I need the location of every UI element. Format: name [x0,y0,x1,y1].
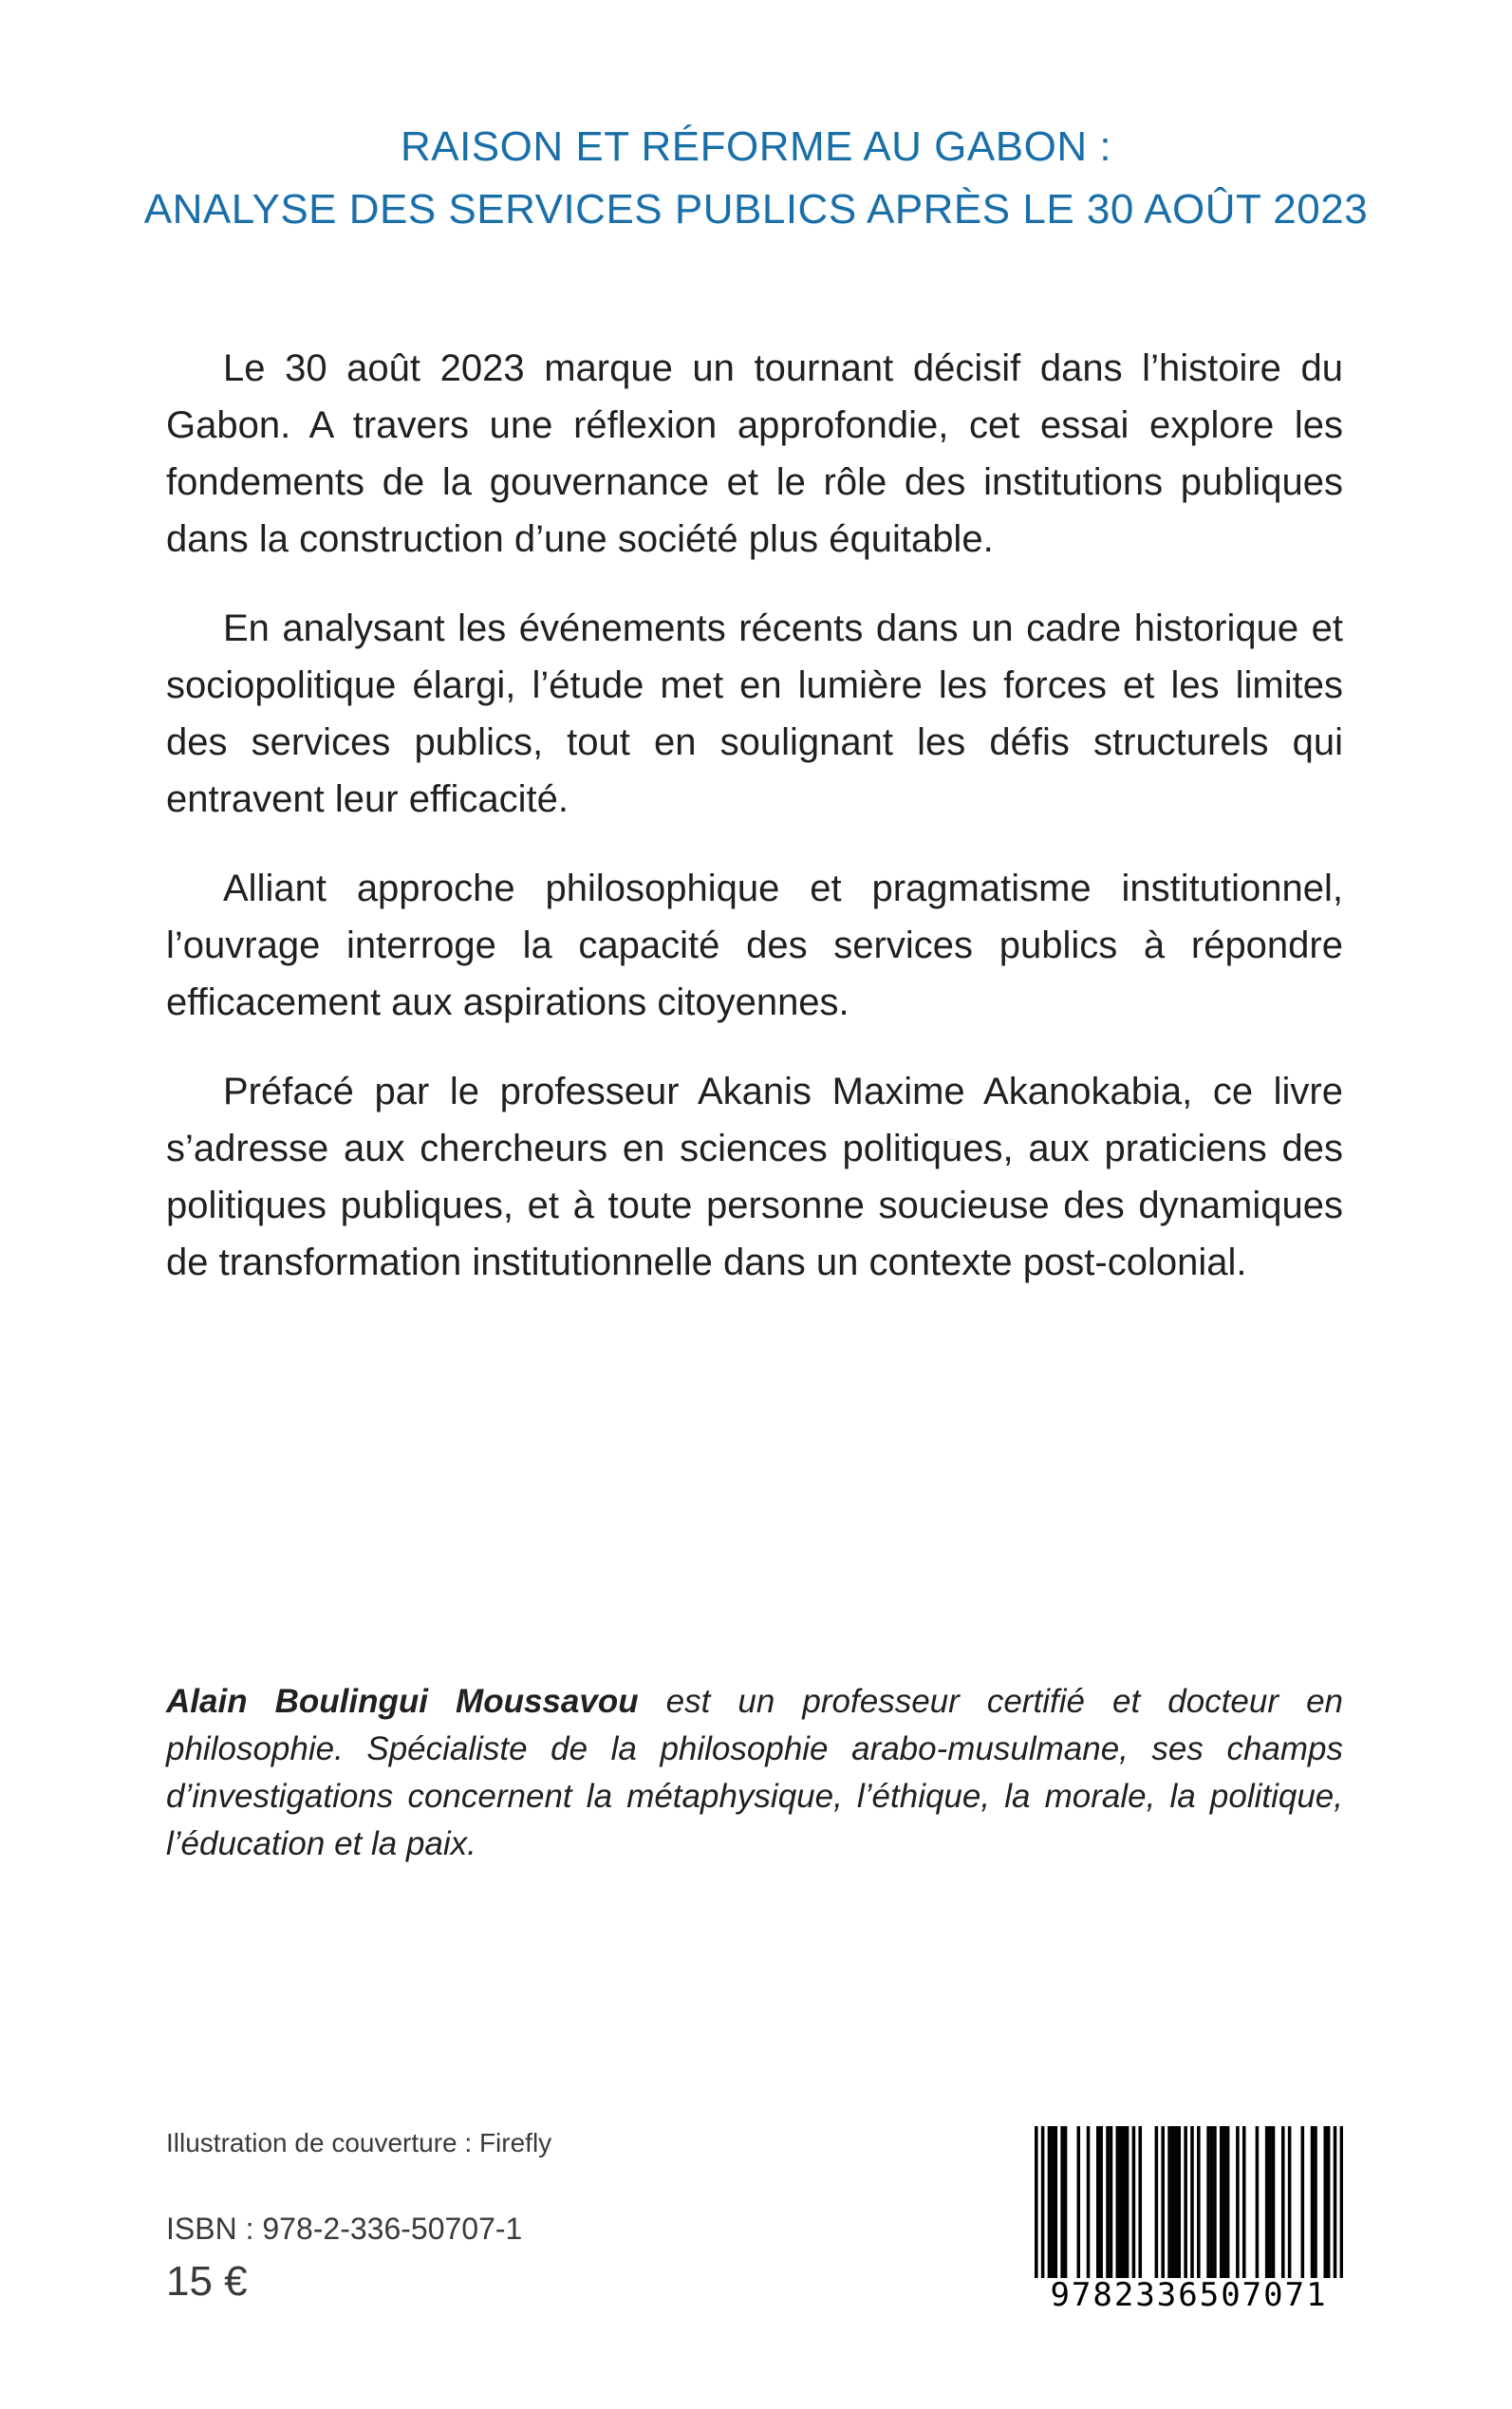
barcode-bar [1334,2126,1337,2278]
barcode-bar [1138,2126,1142,2278]
author-name: Alain Boulingui Moussavou [166,1683,639,1720]
illustration-credit: Illustration de couverture : Firefly [166,2128,552,2157]
barcode-bar [1106,2126,1110,2278]
title-line-2: ANALYSE DES SERVICES PUBLICS APRÈS LE 30 AOÛT 2023 [143,186,1369,233]
barcode-bar [1055,2126,1058,2278]
author-bio [166,1678,1343,1868]
barcode-bar [1197,2126,1201,2278]
summary-text [166,340,1343,1323]
barcode-bar [1210,2126,1214,2278]
barcode-bar [1340,2126,1343,2278]
barcode-bar [1161,2126,1165,2278]
barcode-bar [1122,2126,1126,2278]
barcode-bar [1281,2126,1285,2278]
barcode-bar [1288,2126,1292,2278]
barcode-bar [1178,2126,1182,2278]
barcode-bar [1132,2126,1136,2278]
barcode-bar [1327,2126,1331,2278]
barcode-bar [1268,2126,1272,2278]
barcode-bar [1116,2126,1120,2278]
barcode-bar [1311,2126,1315,2278]
barcode-bar [1323,2126,1327,2278]
barcode-bar [1035,2126,1038,2278]
barcode-bar [1242,2126,1246,2278]
barcode-bar [1048,2126,1052,2278]
barcode-bar [1096,2126,1100,2278]
barcode-bars [1035,2126,1343,2278]
barcode-bar [1155,2126,1159,2278]
book-title [0,116,1512,241]
barcode-bar [1076,2126,1080,2278]
barcode-bar [1256,2126,1260,2278]
summary-paragraph-3: Alliant approche philosophique et pragmatisme institutionnel, l’ouvrage interroge la capacité des services publics à répondre efficacement aux aspirations citoyennes. [166,868,1343,1023]
barcode-bar [1206,2126,1210,2278]
barcode-bar [1301,2126,1305,2278]
barcode [1035,2126,1343,2316]
barcode-bar [1110,2126,1113,2278]
barcode-bar [1223,2126,1226,2278]
barcode-bar [1126,2126,1129,2278]
barcode-bar [1213,2126,1217,2278]
barcode-bar [1171,2126,1175,2278]
summary-paragraph-1: Le 30 août 2023 marque un tournant décisif dans l’histoire du Gabon. A travers une réflexion approfondie, cet essai explore les fondements de la gouvernance et le rôle des institutions publiques dans la construction d’une société plus équitable. [166,347,1343,560]
summary-paragraph-4: Préfacé par le professeur Akanis Maxime Akanokabia, ce livre s’adresse aux chercheurs en sciences politiques, aux praticiens des politiques publiques, et à toute personne soucieuse des dynamiques de transformation institutionnelle dans un contexte post-colonial. [166,1071,1343,1283]
barcode-bar [1236,2126,1240,2278]
barcode-bar [1119,2126,1123,2278]
barcode-bar [1064,2126,1068,2278]
summary-paragraph-2: En analysant les événements récents dans un cadre historique et sociopolitique élargi, l’étude met en lumière les forces et les limites des services publics, tout en soulignant les défis structurels qui entravent leur efficacité. [166,607,1343,820]
barcode-bar [1226,2126,1230,2278]
barcode-bar [1060,2126,1064,2278]
title-line-1: RAISON ET RÉFORME AU GABON : [400,123,1112,170]
barcode-bar [1314,2126,1317,2278]
barcode-bar [1167,2126,1171,2278]
barcode-digits: 9782336507071 [1050,2276,1328,2314]
barcode-bar [1190,2126,1194,2278]
author-bio-text: est un professeur certifié et docteur en philosophie. Spécialiste de la philosophie arabo-musulmane, ses champs d’investigations concernent la métaphysique, l’éthique, la morale, la politique, l’éducation et la paix. [166,1683,1343,1862]
barcode-bar [1265,2126,1269,2278]
barcode-bar [1220,2126,1223,2278]
barcode-bar [1041,2126,1045,2278]
barcode-bar [1099,2126,1103,2278]
isbn: ISBN : 978-2-336-50707-1 [166,2212,523,2246]
barcode-bar [1272,2126,1276,2278]
barcode-bar [1174,2126,1178,2278]
barcode-bar [1087,2126,1091,2278]
barcode-bar [1051,2126,1055,2278]
price: 15 € [166,2258,248,2305]
barcode-bar [1184,2126,1187,2278]
